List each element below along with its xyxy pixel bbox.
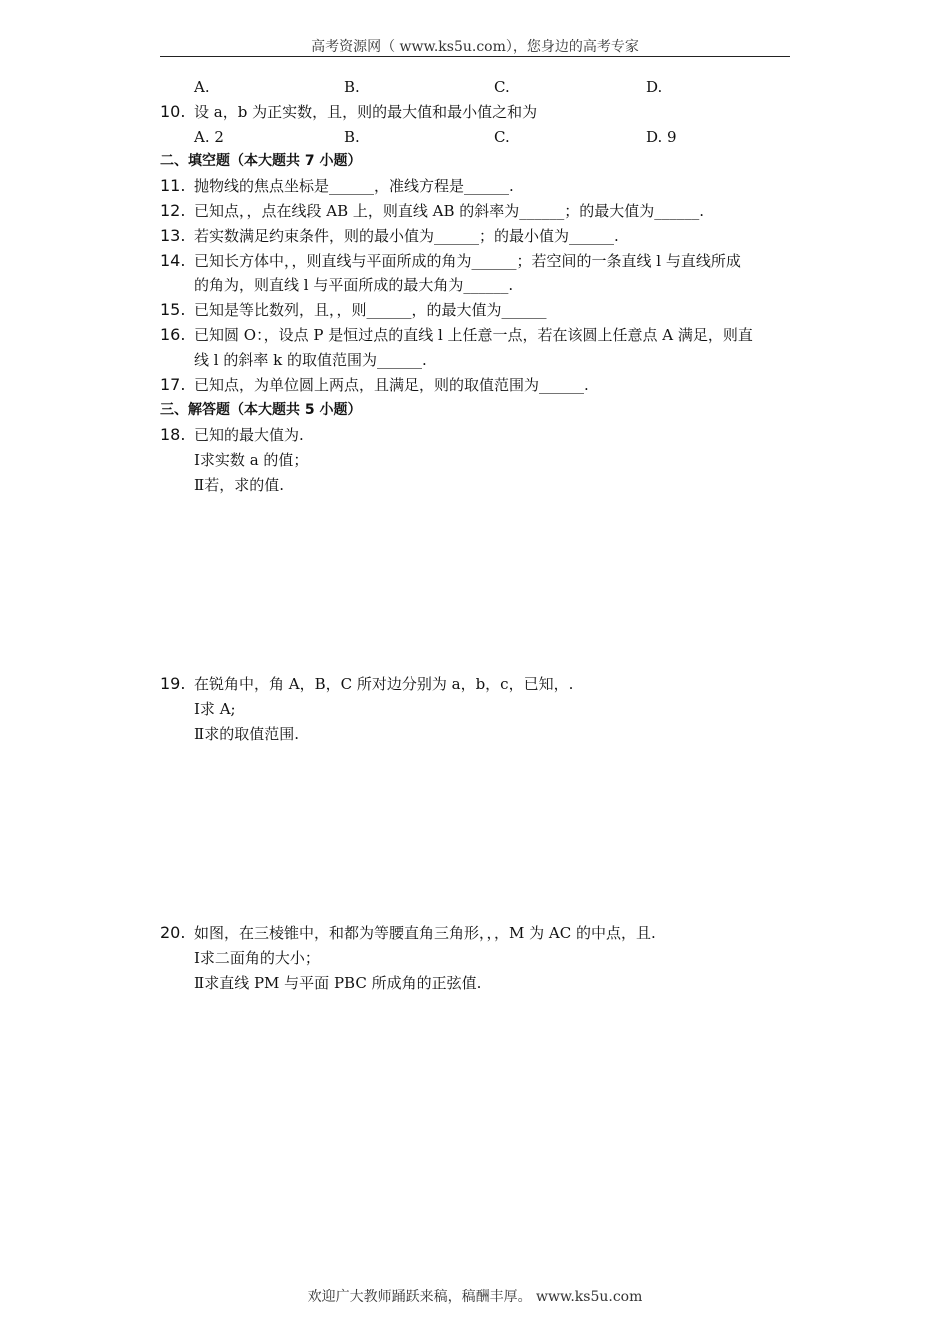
question-15	[160, 299, 547, 321]
question-18-part-1: Ⅰ求实数 a 的值；	[194, 451, 309, 469]
question-number: 19.	[160, 674, 186, 693]
question-17	[160, 374, 589, 396]
question-number: 11.	[160, 176, 186, 195]
question-14-continuation: 的角为，则直线 l 与平面所成的最大角为______.	[194, 276, 514, 294]
question-number: 18.	[160, 425, 186, 444]
question-number: 10.	[160, 102, 186, 121]
question-text: 如图，在三棱锥中，和都为等腰直角三角形，，，M 为 AC 的中点，且.	[194, 924, 656, 942]
question-18	[160, 424, 304, 446]
question-number: 15.	[160, 300, 186, 319]
question-text: 已知圆 O：，设点 P 是恒过点的直线 l 上任意一点，若在该圆上任意点 A 满足，则直	[194, 326, 753, 344]
q9-option-d: D.	[646, 78, 663, 96]
q10-option-c: C.	[494, 128, 510, 146]
question-19-part-1: Ⅰ求 A;	[194, 700, 236, 718]
question-10	[160, 101, 537, 123]
question-12	[160, 200, 704, 222]
question-number: 16.	[160, 325, 186, 344]
question-11	[160, 175, 514, 197]
question-number: 13.	[160, 226, 186, 245]
question-20-part-1: Ⅰ求二面角的大小；	[194, 949, 320, 967]
question-16	[160, 324, 753, 346]
question-text: 已知点，为单位圆上两点，且满足，则的取值范围为______.	[194, 376, 589, 394]
section-title-fill-in: 二、填空题（本大题共 7 小题）	[160, 153, 362, 169]
header-divider	[160, 56, 790, 57]
question-number: 17.	[160, 375, 186, 394]
q9-option-a: A.	[194, 78, 210, 96]
question-text: 抛物线的焦点坐标是______，准线方程是______.	[194, 177, 514, 195]
q10-option-b: B.	[344, 128, 360, 146]
question-number: 12.	[160, 201, 186, 220]
q10-option-a: A. 2	[194, 128, 224, 146]
page-footer: 欢迎广大教师踊跃来稿，稿酬丰厚。 www.ks5u.com	[307, 1289, 643, 1305]
question-text: 在锐角中，角 A，B，C 所对边分别为 a，b，c，已知，.	[194, 675, 574, 693]
question-20-part-2: Ⅱ求直线 PM 与平面 PBC 所成角的正弦值.	[194, 974, 482, 992]
question-14	[160, 250, 741, 272]
question-text: 设 a，b 为正实数，且，则的最大值和最小值之和为	[194, 103, 538, 121]
question-13	[160, 225, 619, 247]
question-18-part-2: Ⅱ若，求的值.	[194, 476, 284, 494]
page-header: 高考资源网（ www.ks5u.com），您身边的高考专家	[311, 39, 639, 55]
q9-option-b: B.	[344, 78, 360, 96]
question-text: 已知的最大值为.	[194, 426, 304, 444]
question-number: 14.	[160, 251, 186, 270]
question-text: 若实数满足约束条件，则的最小值为______；的最小值为______.	[194, 227, 619, 245]
question-19	[160, 673, 573, 695]
question-19-part-2: Ⅱ求的取值范围.	[194, 725, 299, 743]
q9-option-c: C.	[494, 78, 510, 96]
q10-option-d: D. 9	[646, 128, 677, 146]
question-text: 已知点，，点在线段 AB 上，则直线 AB 的斜率为______；的最大值为______.	[194, 202, 705, 220]
question-text: 已知是等比数列，且，，则______，的最大值为______	[194, 301, 547, 319]
question-16-continuation: 线 l 的斜率 k 的取值范围为______.	[194, 351, 427, 369]
question-20	[160, 922, 656, 944]
section-title-answer: 三、解答题（本大题共 5 小题）	[160, 402, 362, 418]
question-number: 20.	[160, 923, 186, 942]
question-text: 已知长方体中，，则直线与平面所成的角为______；若空间的一条直线 l 与直线所成	[194, 252, 741, 270]
